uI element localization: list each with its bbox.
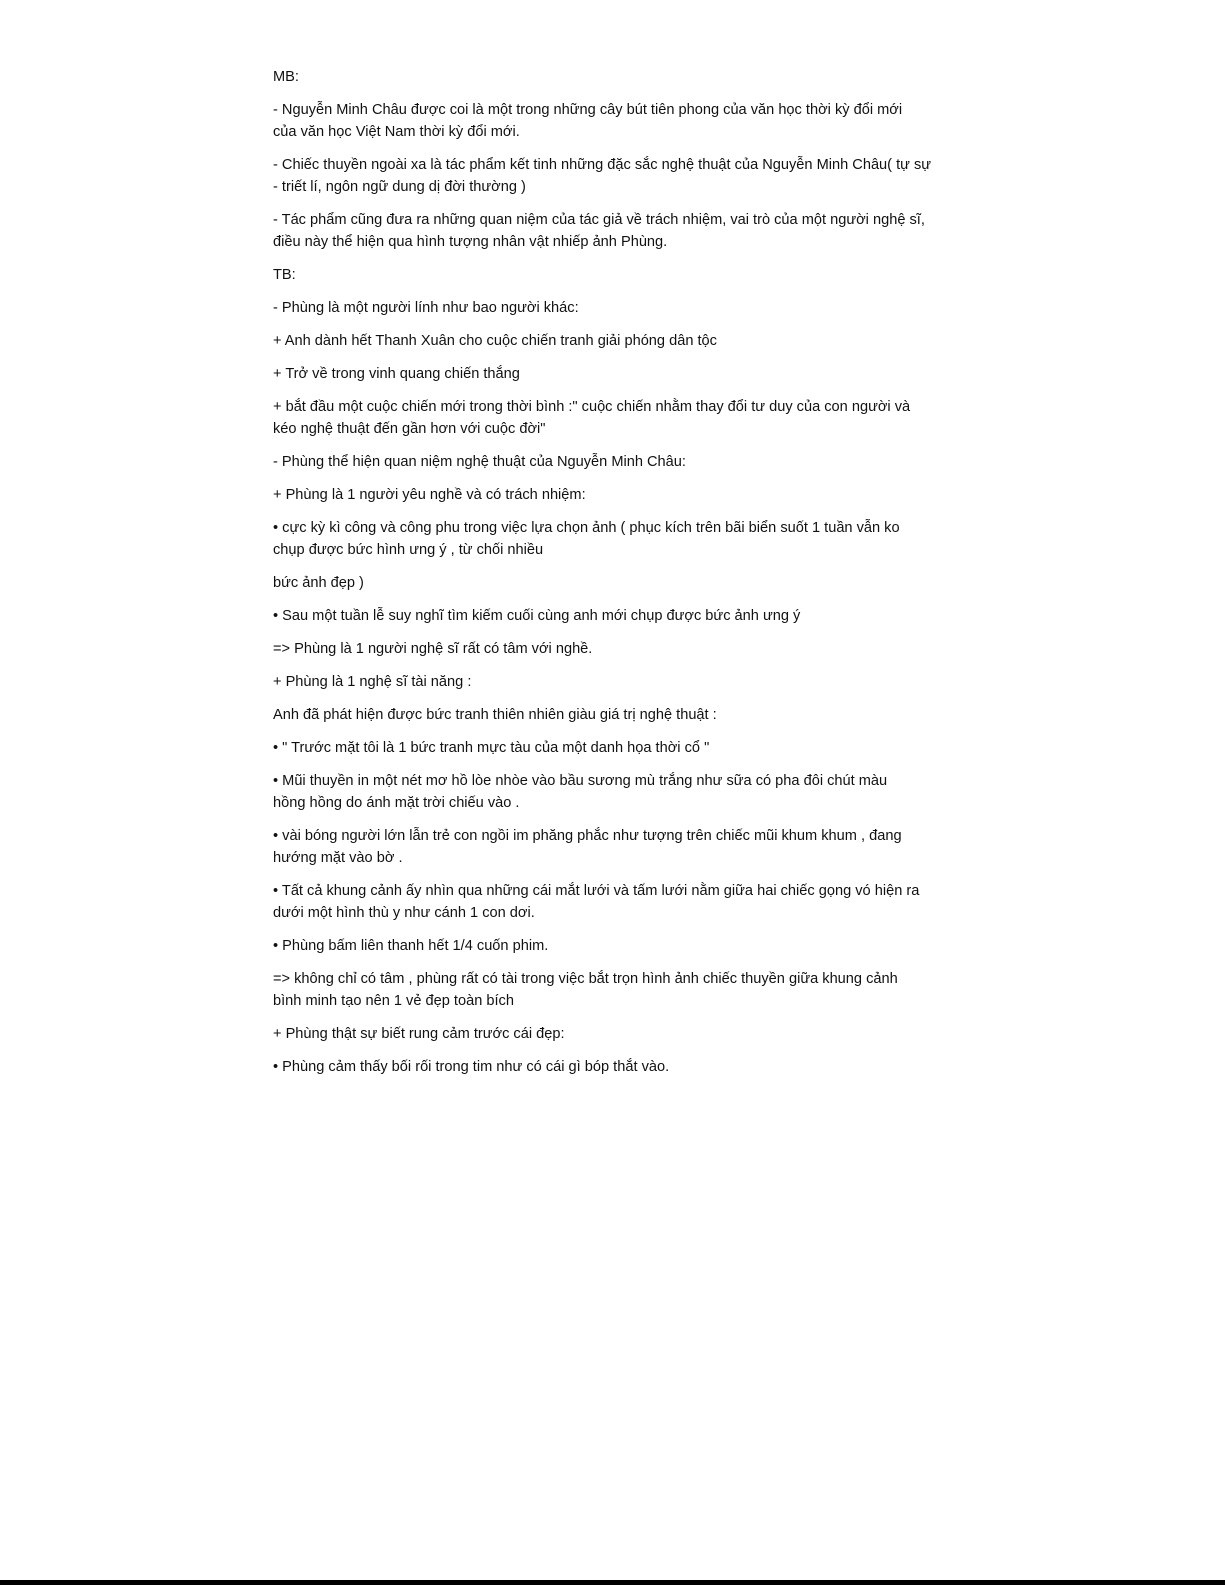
paragraph-line: • vài bóng người lớn lẫn trẻ con ngồi im phăng phắc như tượng trên chiếc mũi khum khum , đang [273,828,902,844]
document-paragraph [273,154,953,198]
document-paragraph [273,66,953,88]
paragraph-line: => Phùng là 1 người nghệ sĩ rất có tâm với nghề. [273,641,593,657]
paragraph-line: + Anh dành hết Thanh Xuân cho cuộc chiến tranh giải phóng dân tộc [273,333,717,349]
paragraph-line: • Mũi thuyền in một nét mơ hồ lòe nhòe vào bầu sương mù trắng như sữa có pha đôi chút màu [273,773,888,789]
document-paragraph [273,1056,953,1078]
paragraph-line: của văn học Việt Nam thời kỳ đổi mới. [273,124,520,140]
document-paragraph [273,825,953,869]
document-paragraph [273,770,953,814]
paragraph-line: chụp được bức hình ưng ý , từ chối nhiều [273,542,544,558]
paragraph-line: - triết lí, ngôn ngữ dung dị đời thường ) [273,179,526,195]
paragraph-line: dưới một hình thù y như cánh 1 con dơi. [273,905,535,921]
document-paragraph [273,297,953,319]
paragraph-line: • Tất cả khung cảnh ấy nhìn qua những cái mắt lưới và tấm lưới nằm giữa hai chiếc gọng vó hiện ra [273,883,920,899]
paragraph-line: bức ảnh đẹp ) [273,575,364,591]
paragraph-line: TB: [273,267,296,283]
document-paragraph [273,737,953,759]
paragraph-line: - Tác phẩm cũng đưa ra những quan niệm của tác giả về trách nhiệm, vai trò của một người nghệ sĩ, [273,212,925,228]
paragraph-line: + Phùng là 1 nghệ sĩ tài năng : [273,674,472,690]
paragraph-line: => không chỉ có tâm , phùng rất có tài trong việc bắt trọn hình ảnh chiếc thuyền giữa khung cảnh [273,971,898,987]
paragraph-line: • " Trước mặt tôi là 1 bức tranh mực tàu của một danh họa thời cổ " [273,740,710,756]
document-paragraph [273,264,953,286]
document-paragraph [273,330,953,352]
document-paragraph [273,605,953,627]
paragraph-line: • cực kỳ kì công và công phu trong việc lựa chọn ảnh ( phục kích trên bãi biển suốt 1 tuần vẫn ko [273,520,900,536]
paragraph-line: • Sau một tuần lễ suy nghĩ tìm kiếm cuối cùng anh mới chụp được bức ảnh ưng ý [273,608,801,624]
document-paragraph [273,1023,953,1045]
paragraph-line: • Phùng bấm liên thanh hết 1/4 cuốn phim. [273,938,549,954]
document-paragraph [273,451,953,473]
document-paragraph [273,968,953,1012]
document-paragraph [273,99,953,143]
paragraph-line: + bắt đầu một cuộc chiến mới trong thời bình :" cuộc chiến nhằm thay đổi tư duy của con người và [273,399,911,415]
paragraph-line: + Phùng thật sự biết rung cảm trước cái đẹp: [273,1026,565,1042]
document-paragraph [273,572,953,594]
paragraph-line: kéo nghệ thuật đến gần hơn với cuộc đời" [273,421,546,437]
paragraph-line: hồng hồng do ánh mặt trời chiếu vào . [273,795,520,811]
paragraph-line: Anh đã phát hiện được bức tranh thiên nhiên giàu giá trị nghệ thuật : [273,707,717,723]
document-paragraph [273,484,953,506]
document-paragraph [273,935,953,957]
document-paragraph [273,517,953,561]
paragraph-line: + Phùng là 1 người yêu nghề và có trách nhiệm: [273,487,586,503]
document-body [273,66,953,1089]
document-paragraph [273,209,953,253]
paragraph-line: bình minh tạo nên 1 vẻ đẹp toàn bích [273,993,514,1009]
paragraph-line: - Chiếc thuyền ngoài xa là tác phẩm kết tinh những đặc sắc nghệ thuật của Nguyễn Minh Châu( tự sự [273,157,932,173]
document-paragraph [273,671,953,693]
paragraph-line: - Phùng là một người lính như bao người khác: [273,300,579,316]
page-bottom-border [0,1580,1225,1585]
paragraph-line: + Trở về trong vinh quang chiến thắng [273,366,520,382]
document-paragraph [273,363,953,385]
paragraph-line: - Nguyễn Minh Châu được coi là một trong những cây bút tiên phong của văn học thời kỳ đổi mới [273,102,903,118]
document-paragraph [273,638,953,660]
paragraph-line: • Phùng cảm thấy bối rối trong tim như có cái gì bóp thắt vào. [273,1059,670,1075]
paragraph-line: hướng mặt vào bờ . [273,850,403,866]
document-paragraph [273,880,953,924]
paragraph-line: - Phùng thể hiện quan niệm nghệ thuật của Nguyễn Minh Châu: [273,454,686,470]
document-paragraph [273,396,953,440]
paragraph-line: điều này thể hiện qua hình tượng nhân vật nhiếp ảnh Phùng. [273,234,668,250]
document-paragraph [273,704,953,726]
paragraph-line: MB: [273,69,299,85]
